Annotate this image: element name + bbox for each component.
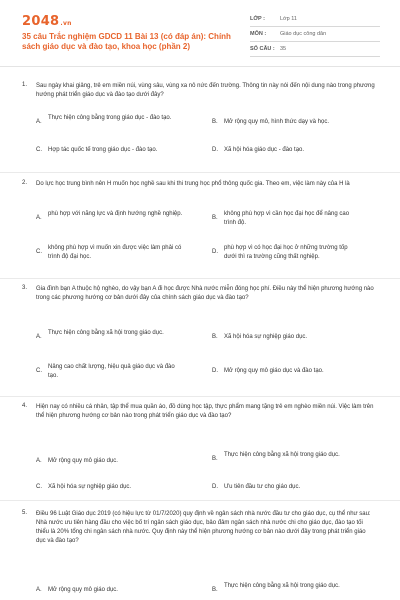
meta-table [250, 12, 380, 57]
page-title: 35 câu Trắc nghiệm GDCD 11 Bài 13 (có đáp án): Chính sách giáo dục và đào tạo, khoa học (phần 2) [22, 32, 231, 51]
option-text: Xã hội hóa giáo dục - đào tạo. [224, 147, 305, 153]
option-text: phù hợp vì có học đại học ở những trường tốp dưới thì ra trường cũng thất nghiệp. [224, 245, 348, 260]
option-letter: A. [36, 119, 42, 125]
option-text: không phù hợp vì cần học đại học để nâng cao trình độ. [224, 211, 350, 226]
meta-value: Lớp 11 [280, 16, 297, 22]
option-letter: A. [36, 587, 42, 593]
option-letter: C. [36, 368, 42, 374]
question-1 [22, 82, 380, 162]
option-text: Thực hiện công bằng xã hội trong giáo dục. [48, 330, 164, 336]
option-letter: D. [212, 147, 218, 153]
meta-row-subject [250, 27, 380, 42]
question-divider [0, 500, 400, 501]
meta-row-class [250, 12, 380, 27]
question-2 [22, 180, 380, 270]
option-letter: A. [36, 334, 42, 340]
question-3 [22, 285, 380, 390]
question-number: 1. [22, 82, 28, 88]
option-letter: D. [212, 368, 218, 374]
site-logo[interactable] [22, 14, 72, 29]
question-text: Hiện nay có nhiều cá nhân, tập thể mua quần áo, đồ dùng học tập, thực phẩm mang tặng trẻ em nghèo miền núi. Việc làm trên thể hiện phương hướng cơ bản nào trong phát triển giáo dục và đào tạo? [36, 404, 374, 419]
option-text: Mở rộng quy mô giáo dục. [48, 458, 118, 464]
option-letter: B. [212, 119, 218, 125]
meta-label: MÔN : [250, 31, 267, 37]
question-number: 3. [22, 285, 28, 291]
question-5 [22, 510, 380, 600]
meta-value: 35 [280, 46, 287, 52]
header-divider [0, 66, 400, 67]
meta-label: LỚP : [250, 16, 265, 22]
option-text: Mở rộng quy mô, hình thức dạy và học. [224, 119, 330, 125]
option-letter: D. [212, 249, 218, 255]
option-text: không phù hợp vì muốn xin được việc làm phải có trình độ đại học. [48, 245, 182, 260]
logo-suffix: .vn [60, 20, 72, 27]
question-text: Điều 96 Luật Giáo dục 2019 (có hiệu lực từ 01/7/2020) quy định về ngân sách nhà nước đầu tư cho giáo dục, cụ thể như sau: Nhà nước ưu tiên hàng đầu cho việc bố trí ngân sách giáo dục, bảo đảm ngân sách nhà nước chi cho giáo dục, đào tạo tối thiểu là 20% tổng chi ngân sách nhà nước. Quy định này thể hiện phương hướng cơ bản nào dưới đây trong phát triển giáo dục và đào tạo? [36, 511, 371, 544]
option-text: Ưu tiên đầu tư cho giáo dục. [224, 484, 301, 490]
option-letter: B. [212, 334, 218, 340]
question-divider [0, 396, 400, 397]
option-text: Thực hiện công bằng trong giáo dục - đào tạo. [48, 115, 172, 121]
option-letter: C. [36, 484, 42, 490]
header [22, 12, 380, 60]
option-letter: B. [212, 456, 218, 462]
option-text: Hợp tác quốc tế trong giáo dục - đào tạo. [48, 147, 158, 153]
option-letter: D. [212, 484, 218, 490]
meta-label: SỐ CÂU : [250, 46, 275, 52]
option-text: Mở rộng quy mô giáo dục. [48, 587, 118, 593]
question-text: Do lực học trung bình nên H muốn học nghề sau khi thi trung học phổ thông quốc gia. Theo em, việc làm này của H là [36, 181, 350, 187]
question-4 [22, 403, 380, 495]
question-divider [0, 278, 400, 279]
meta-value: Giáo dục công dân [280, 31, 327, 37]
question-text: Gia đình bạn A thuộc hộ nghèo, do vậy bạn A đi học được Nhà nước miễn đóng học phí. Điều này thể hiện phương hướng nào trong các phương hướng cơ bản dưới đây của chính sách giáo dục và đào tạo? [36, 286, 374, 301]
option-text: phù hợp với năng lực và định hướng nghề nghiệp. [48, 211, 183, 217]
option-text: Nâng cao chất lượng, hiệu quả giáo dục và đào tạo. [48, 364, 175, 379]
option-text: Thực hiện công bằng xã hội trong giáo dục. [224, 452, 340, 458]
option-letter: C. [36, 249, 42, 255]
meta-row-count [250, 42, 380, 57]
option-letter: C. [36, 147, 42, 153]
option-letter: B. [212, 215, 218, 221]
option-text: Mở rộng quy mô giáo dục và đào tạo. [224, 368, 324, 374]
option-letter: B. [212, 587, 218, 593]
option-letter: A. [36, 458, 42, 464]
question-number: 4. [22, 403, 28, 409]
question-text: Sau ngày khai giảng, trẻ em miền núi, vùng sâu, vùng xa nô nức đến trường. Thông tin này nói đến nội dung nào trong phương hướng phát triển giáo dục và đào tạo dưới đây? [36, 83, 375, 98]
option-text: Thực hiện công bằng xã hội trong giáo dục. [224, 583, 340, 589]
question-number: 2. [22, 180, 28, 186]
question-number: 5. [22, 510, 28, 516]
option-letter: A. [36, 215, 42, 221]
question-divider [0, 172, 400, 173]
logo-brand: 2048 [22, 14, 60, 29]
option-text: Xã hội hóa sự nghiệp giáo dục. [224, 334, 308, 340]
option-text: Xã hội hóa sự nghiệp giáo dục. [48, 484, 132, 490]
